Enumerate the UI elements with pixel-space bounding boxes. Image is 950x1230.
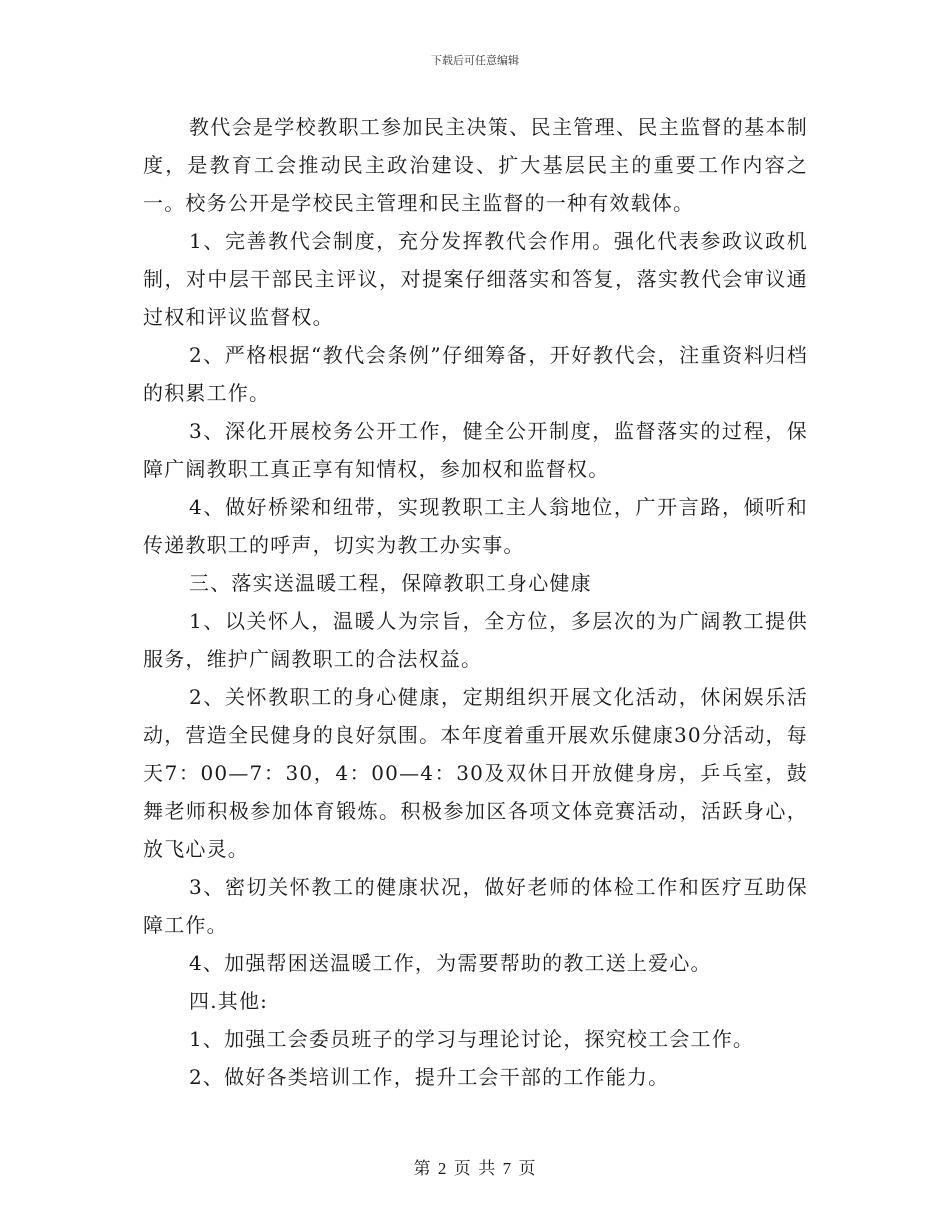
footer-total-pages: 7 [502,1159,513,1178]
paragraph: 1、完善教代会制度，充分发挥教代会作用。强化代表参政议政机制，对中层干部民主评议，对提案仔细落实和答复，落实教代会审议通过权和评议监督权。 [143,229,808,329]
footer-middle: 页 共 [453,1159,497,1179]
footer-page-number: 2 [437,1159,448,1178]
paragraph: 2、做好各类培训工作，提升工会干部的工作能力。 [189,1065,670,1089]
paragraph: 3、密切关怀教工的健康状况，做好老师的体检工作和医疗互助保障工作。 [143,875,808,937]
section-heading: 三、落实送温暖工程，保障教职工身心健康 [189,571,592,595]
section-heading: 四.其他: [189,989,269,1013]
footer-prefix: 第 [413,1159,432,1179]
paragraph: 2、关怀教职工的身心健康，定期组织开展文化活动，休闲娱乐活动，营造全民健身的良好氛围。本年度着重开展欢乐健康30分活动，每天7：00—7：30，4：00—4：30及双休日开放健身房，乒乓室，鼓舞老师积极参加体育锻炼。积极参加区各项文体竞赛活动，活跃身心，放飞心灵。 [143,685,808,861]
footer-suffix: 页 [518,1159,537,1179]
paragraph: 3、深化开展校务公开工作，健全公开制度，监督落实的过程，保障广阔教职工真正享有知情权，参加权和监督权。 [143,419,808,481]
page-header-note: 下载后可任意编辑 [431,54,519,67]
paragraph: 4、加强帮困送温暖工作，为需要帮助的教工送上爱心。 [189,951,712,975]
paragraph: 教代会是学校教职工参加民主决策、民主管理、民主监督的基本制度，是教育工会推动民主政治建设、扩大基层民主的重要工作内容之一。校务公开是学校民主管理和民主监督的一种有效载体。 [143,115,808,215]
paragraph: 1、加强工会委员班子的学习与理论讨论，探究校工会工作。 [189,1027,755,1051]
page-number-footer [0,1154,950,1179]
paragraph: 2、严格根据“教代会条例”仔细筹备，开好教代会，注重资料归档的积累工作。 [143,343,808,405]
paragraph: 1、以关怀人，温暖人为宗旨，全方位，多层次的为广阔教工提供服务，维护广阔教职工的合法权益。 [143,609,808,671]
document-body [143,108,808,1096]
paragraph: 4、做好桥梁和纽带，实现教职工主人翁地位，广开言路，倾听和传递教职工的呼声，切实为教工办实事。 [143,495,808,557]
